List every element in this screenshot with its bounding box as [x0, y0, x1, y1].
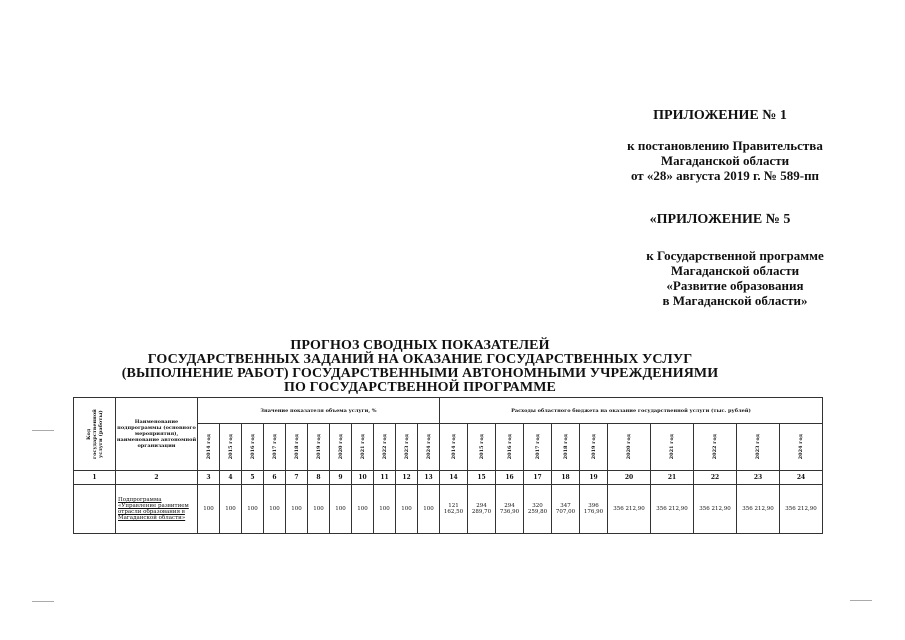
volume-year-header: 2014 год: [198, 424, 220, 471]
column-number: 21: [651, 471, 694, 485]
program-line: в Магаданской области»: [662, 293, 808, 308]
scan-mark: [32, 601, 54, 602]
decree-line: к постановлению Правительства: [627, 138, 823, 153]
expense-value: 356 212,90: [651, 485, 694, 534]
volume-year-header: 2015 год: [220, 424, 242, 471]
expense-value: 121 162,50: [440, 485, 468, 534]
expense-year-header: 2021 год: [651, 424, 694, 471]
volume-value: 100: [418, 485, 440, 534]
volume-year-header: 2022 год: [374, 424, 396, 471]
program-line: к Государственной программе: [646, 248, 824, 263]
expense-value: 320 259,80: [524, 485, 552, 534]
column-number: 17: [524, 471, 552, 485]
column-number: 1: [74, 471, 116, 485]
volume-value: 100: [286, 485, 308, 534]
volume-value: 100: [308, 485, 330, 534]
expense-value: 356 212,90: [608, 485, 651, 534]
column-number: 10: [352, 471, 374, 485]
column-number: 9: [330, 471, 352, 485]
document-title: [100, 339, 740, 395]
header-expenses-group: Расходы областного бюджета на оказание государственной услуги (тыс. рублей): [440, 398, 823, 424]
column-number: 18: [552, 471, 580, 485]
expense-year-header: 2019 год: [580, 424, 608, 471]
appendix-1-title: ПРИЛОЖЕНИЕ № 1: [653, 108, 787, 123]
scan-mark: [850, 600, 872, 601]
expense-value: 347 707,00: [552, 485, 580, 534]
volume-year-header: 2018 год: [286, 424, 308, 471]
volume-value: 100: [264, 485, 286, 534]
expense-year-header: 2024 год: [780, 424, 823, 471]
column-number: 7: [286, 471, 308, 485]
title-line: (ВЫПОЛНЕНИЕ РАБОТ) ГОСУДАРСТВЕННЫМИ АВТОНОМНЫМИ УЧРЕЖДЕНИЯМИ: [121, 366, 719, 381]
volume-year-header: 2020 год: [330, 424, 352, 471]
header-volume-group: Значение показателя объема услуги, %: [198, 398, 440, 424]
column-number: 24: [780, 471, 823, 485]
column-number: 16: [496, 471, 524, 485]
column-number: 4: [220, 471, 242, 485]
column-number: 19: [580, 471, 608, 485]
expense-year-header: 2017 год: [524, 424, 552, 471]
expense-year-header: 2022 год: [694, 424, 737, 471]
scan-mark: [32, 430, 54, 431]
column-number: 8: [308, 471, 330, 485]
column-number: 5: [242, 471, 264, 485]
volume-year-header: 2023 год: [396, 424, 418, 471]
volume-year-header: 2019 год: [308, 424, 330, 471]
volume-value: 100: [396, 485, 418, 534]
volume-year-header: 2017 год: [264, 424, 286, 471]
expense-year-header: 2023 год: [737, 424, 780, 471]
appendix-5-title: «ПРИЛОЖЕНИЕ № 5: [649, 212, 791, 227]
column-number: 13: [418, 471, 440, 485]
column-number: 2: [116, 471, 198, 485]
title-line: ГОСУДАРСТВЕННЫХ ЗАДАНИЙ НА ОКАЗАНИЕ ГОСУДАРСТВЕННЫХ УСЛУГ: [147, 352, 693, 367]
program-line: «Развитие образования: [666, 278, 804, 293]
expense-value: 294 736,90: [496, 485, 524, 534]
forecast-table: [73, 397, 823, 534]
expense-value: 356 212,90: [737, 485, 780, 534]
header-code: Код государственной услуги (работы): [74, 398, 116, 471]
column-number: 14: [440, 471, 468, 485]
title-line: ПО ГОСУДАРСТВЕННОЙ ПРОГРАММЕ: [284, 380, 556, 395]
decree-reference: [600, 138, 850, 183]
decree-line: Магаданской области: [660, 153, 790, 168]
expense-year-header: 2020 год: [608, 424, 651, 471]
expense-year-header: 2016 год: [496, 424, 524, 471]
expense-value: 294 289,70: [468, 485, 496, 534]
volume-value: 100: [198, 485, 220, 534]
expense-year-header: 2015 год: [468, 424, 496, 471]
column-number: 20: [608, 471, 651, 485]
expense-value: 356 212,90: [694, 485, 737, 534]
volume-value: 100: [352, 485, 374, 534]
program-reference: [600, 248, 870, 308]
column-number: 23: [737, 471, 780, 485]
column-number: 6: [264, 471, 286, 485]
volume-value: 100: [330, 485, 352, 534]
volume-value: 100: [374, 485, 396, 534]
column-number: 11: [374, 471, 396, 485]
program-line: Магаданской области: [670, 263, 800, 278]
column-number: 15: [468, 471, 496, 485]
header-name: Наименование подпрограммы (основного мероприятия), наименование автономной организации: [116, 398, 198, 471]
expense-value: 356 212,90: [780, 485, 823, 534]
column-number: 3: [198, 471, 220, 485]
volume-value: 100: [220, 485, 242, 534]
decree-line: от «28» августа 2019 г. № 589-пп: [630, 168, 820, 183]
volume-year-header: 2021 год: [352, 424, 374, 471]
column-number: 22: [694, 471, 737, 485]
row-name: Подпрограмма «Управление развитием отрасли образования в Магаданской области»: [116, 485, 198, 534]
expense-value: 396 176,90: [580, 485, 608, 534]
expense-year-header: 2014 год: [440, 424, 468, 471]
volume-year-header: 2024 год: [418, 424, 440, 471]
volume-year-header: 2016 год: [242, 424, 264, 471]
title-line: ПРОГНОЗ СВОДНЫХ ПОКАЗАТЕЛЕЙ: [290, 338, 550, 353]
expense-year-header: 2018 год: [552, 424, 580, 471]
row-code: [74, 485, 116, 534]
volume-value: 100: [242, 485, 264, 534]
column-number: 12: [396, 471, 418, 485]
